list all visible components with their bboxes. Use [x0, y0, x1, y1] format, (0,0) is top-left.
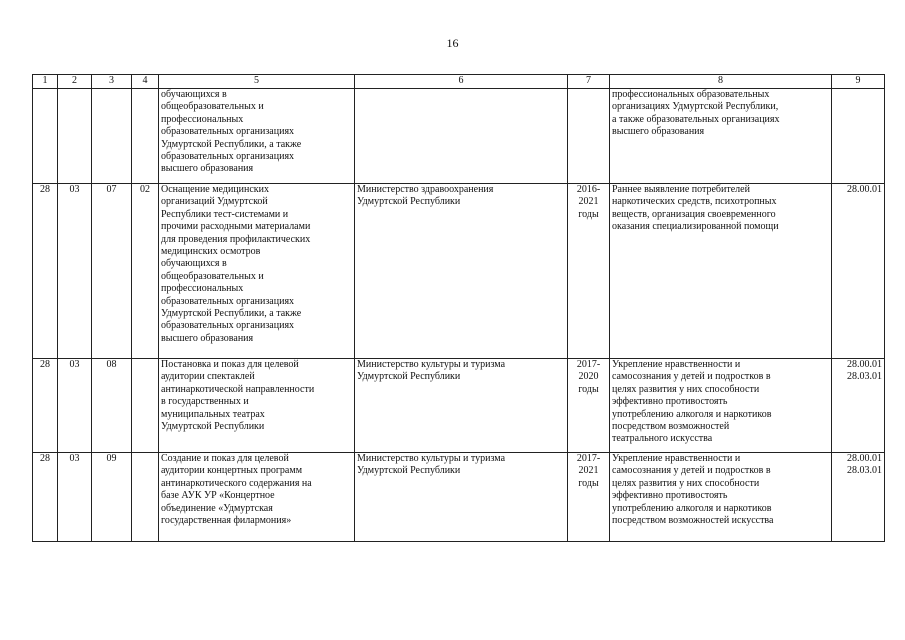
cell-indicator — [832, 89, 885, 184]
cell-submeasure — [132, 89, 159, 184]
col-header-7: 7 — [568, 75, 610, 89]
cell-indicator: 28.00.01 — [832, 184, 885, 359]
col-header-4: 4 — [132, 75, 159, 89]
cell-subprogram: 03 — [58, 453, 92, 542]
cell-program — [33, 89, 58, 184]
cell-measure: 07 — [92, 184, 132, 359]
cell-description: Оснащение медицинских организаций Удмуртской Республики тест-системами и прочими расходными материалами для проведения профилактических медицинских осмотров обучающихся в общеобразовательных и профессиональных образовательных организациях Удмуртской Республики, а также образовательных организациях высшего образования — [159, 184, 355, 359]
col-header-5: 5 — [159, 75, 355, 89]
cell-result: Укрепление нравственности и самосознания у детей и подростков в целях развития у них способности эффективно противостоять употреблению алкоголя и наркотиков посредством возможностей искусства — [610, 453, 832, 542]
cell-subprogram: 03 — [58, 184, 92, 359]
cell-period — [568, 89, 610, 184]
cell-executor: Министерство культуры и туризма Удмуртской Республики — [355, 359, 568, 453]
page-number: 16 — [446, 36, 459, 50]
cell-description: обучающихся в общеобразовательных и профессиональных образовательных организациях Удмуртской Республики, а также образовательных организациях высшего образования — [159, 89, 355, 184]
col-header-6: 6 — [355, 75, 568, 89]
col-header-2: 2 — [58, 75, 92, 89]
cell-executor — [355, 89, 568, 184]
cell-measure: 09 — [92, 453, 132, 542]
cell-submeasure — [132, 453, 159, 542]
cell-result: Раннее выявление потребителей наркотических средств, психотропных веществ, организация своевременного оказания специализированной помощи — [610, 184, 832, 359]
table-header-row — [33, 75, 885, 89]
cell-submeasure: 02 — [132, 184, 159, 359]
cell-period: 2017- 2021 годы — [568, 453, 610, 542]
cell-subprogram — [58, 89, 92, 184]
cell-subprogram: 03 — [58, 359, 92, 453]
col-header-8: 8 — [610, 75, 832, 89]
cell-period: 2016- 2021 годы — [568, 184, 610, 359]
table-row — [33, 453, 885, 542]
cell-measure — [92, 89, 132, 184]
cell-indicator: 28.00.01 28.03.01 — [832, 453, 885, 542]
cell-measure: 08 — [92, 359, 132, 453]
col-header-3: 3 — [92, 75, 132, 89]
cell-period: 2017- 2020 годы — [568, 359, 610, 453]
cell-executor: Министерство культуры и туризма Удмуртской Республики — [355, 453, 568, 542]
col-header-9: 9 — [832, 75, 885, 89]
cell-program: 28 — [33, 359, 58, 453]
table-row — [33, 359, 885, 453]
cell-result: Укрепление нравственности и самосознания у детей и подростков в целях развития у них способности эффективно противостоять употреблению алкоголя и наркотиков посредством возможностей театрального искусства — [610, 359, 832, 453]
cell-result: профессиональных образовательных организациях Удмуртской Республики, а также образовательных организациях высшего образования — [610, 89, 832, 184]
cell-description: Постановка и показ для целевой аудитории спектаклей антинаркотической направленности в государственных и муниципальных театрах Удмуртской Республики — [159, 359, 355, 453]
program-table — [32, 74, 885, 542]
cell-indicator: 28.00.01 28.03.01 — [832, 359, 885, 453]
table-row — [33, 89, 885, 184]
cell-program: 28 — [33, 184, 58, 359]
cell-executor: Министерство здравоохранения Удмуртской Республики — [355, 184, 568, 359]
col-header-1: 1 — [33, 75, 58, 89]
cell-submeasure — [132, 359, 159, 453]
cell-program: 28 — [33, 453, 58, 542]
cell-description: Создание и показ для целевой аудитории концертных программ антинаркотического содержания на базе АУК УР «Концертное объединение «Удмуртская государственная филармония» — [159, 453, 355, 542]
table-row — [33, 184, 885, 359]
